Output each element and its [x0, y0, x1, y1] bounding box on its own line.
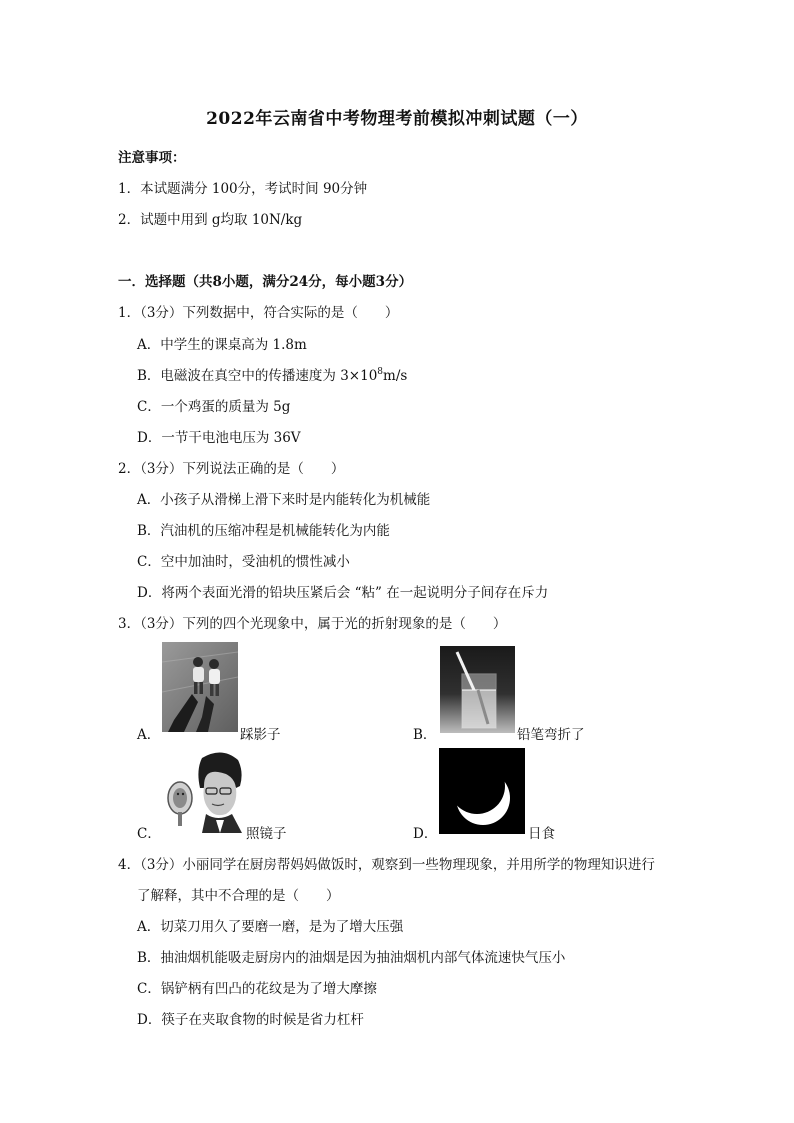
pencil-in-water-photo: [440, 646, 515, 733]
notice-item-1: 1．本试题满分 100分，考试时间 90分钟: [118, 181, 368, 197]
q1-option-b-unit: m/s: [383, 368, 408, 384]
q1-option-a: A．中学生的课桌高为 1.8m: [137, 337, 307, 353]
q4-stem-line-1: 4．（3分）小丽同学在厨房帮妈妈做饭时，观察到一些物理现象，并用所学的物理知识进行: [118, 857, 655, 873]
q1-option-b: [137, 364, 407, 384]
q1-option-b-exponent: 8: [377, 367, 384, 377]
q3-option-c-caption: 照镜子: [246, 826, 287, 842]
q3-option-d-letter: D．: [413, 826, 438, 842]
q1-option-c: C．一个鸡蛋的质量为 5g: [137, 399, 291, 415]
q4-option-c: C．锅铲柄有凹凸的花纹是为了增大摩擦: [137, 981, 377, 997]
page-title: 2022年云南省中考物理考前模拟冲刺试题（一）: [206, 109, 588, 129]
mirror-photo: [162, 748, 244, 833]
q2-option-a: A．小孩子从滑梯上滑下来时是内能转化为机械能: [137, 492, 431, 508]
q1-option-d: D．一节干电池电压为 36V: [137, 430, 301, 446]
q2-option-d: D．将两个表面光滑的铅块压紧后会 “粘” 在一起说明分子间存在斥力: [137, 585, 549, 601]
notice-item-2: 2．试题中用到 g均取 10N/kg: [118, 212, 303, 228]
q3-option-b-caption: 铅笔弯折了: [517, 727, 585, 743]
eclipse-photo: [439, 748, 525, 834]
q4-stem-line-2: 了解释，其中不合理的是（ ）: [137, 888, 340, 904]
q3-option-a-letter: A．: [137, 727, 161, 743]
notice-heading: 注意事项：: [118, 150, 186, 166]
q3-option-d-caption: 日食: [528, 826, 555, 842]
q1-option-b-text: B．电磁波在真空中的传播速度为 3×10: [137, 368, 378, 384]
q2-stem: 2．（3分）下列说法正确的是（ ）: [118, 461, 345, 477]
q4-option-d: D．筷子在夹取食物的时候是省力杠杆: [137, 1012, 364, 1028]
q3-option-b-letter: B．: [413, 727, 437, 743]
q3-stem: 3．（3分）下列的四个光现象中，属于光的折射现象的是（ ）: [118, 616, 507, 632]
q1-stem: 1．（3分）下列数据中，符合实际的是（ ）: [118, 305, 399, 321]
shadow-photo: [162, 642, 238, 732]
q2-option-c: C．空中加油时，受油机的惯性减小: [137, 554, 350, 570]
q2-option-b: B．汽油机的压缩冲程是机械能转化为内能: [137, 523, 390, 539]
section-heading: 一．选择题（共8小题，满分24分，每小题3分）: [118, 274, 413, 290]
q4-option-b: B．抽油烟机能吸走厨房内的油烟是因为抽油烟机内部气体流速快气压小: [137, 950, 566, 966]
q3-option-a-caption: 踩影子: [240, 727, 281, 743]
q4-option-a: A．切菜刀用久了要磨一磨，是为了增大压强: [137, 919, 404, 935]
q3-option-c-letter: C．: [137, 826, 161, 842]
